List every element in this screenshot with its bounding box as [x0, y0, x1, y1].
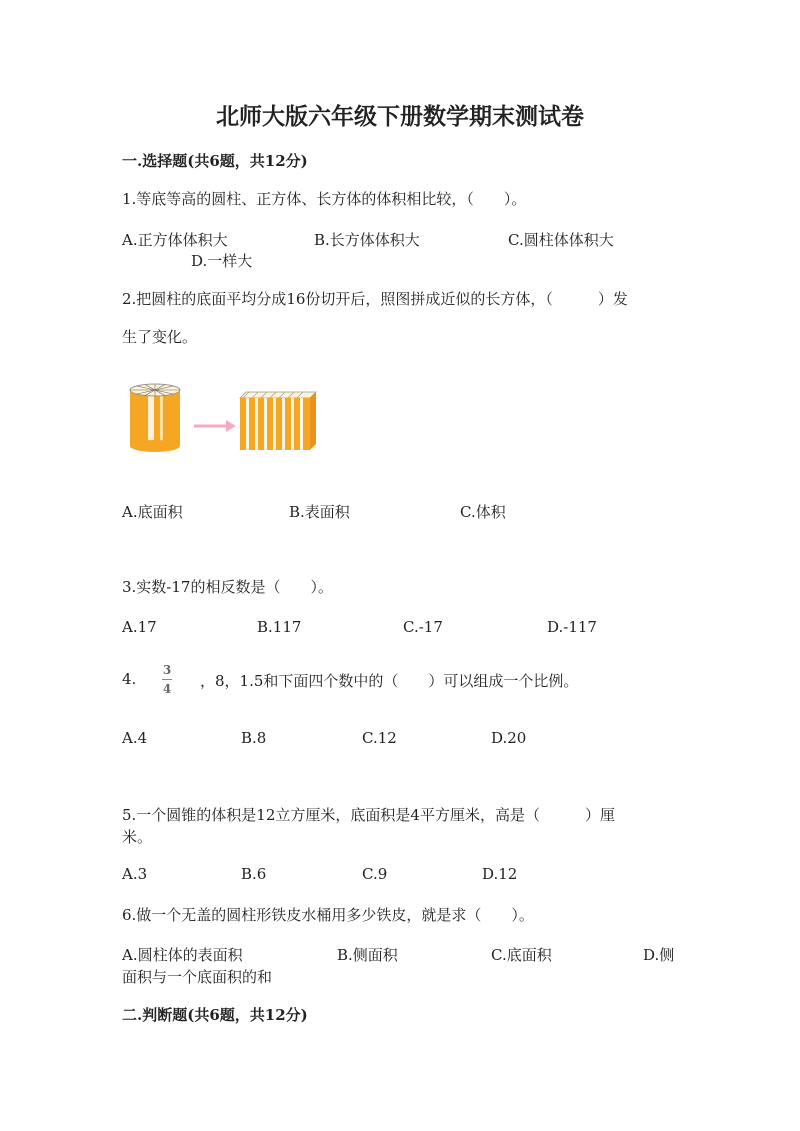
- q3-option-c: C.-17: [403, 618, 443, 636]
- fraction-three-quarters: [160, 663, 174, 696]
- question-5-text-line2: 米。: [122, 828, 153, 846]
- q6-option-a: A.圆柱体的表面积: [122, 946, 243, 964]
- q3-option-d: D.-117: [547, 618, 597, 636]
- fraction-numerator: 3: [162, 663, 172, 677]
- q1-option-b: B.长方体体积大: [314, 231, 420, 249]
- cylinder-image: [130, 384, 180, 452]
- q1-option-a: A.正方体体积大: [122, 231, 228, 249]
- q5-option-c: C.9: [362, 865, 388, 883]
- q4-option-b: B.8: [241, 729, 267, 747]
- fraction-denominator: 4: [162, 682, 172, 696]
- q1-option-d: D.一样大: [191, 252, 253, 270]
- q6-option-b: B.侧面积: [337, 946, 398, 964]
- q5-option-a: A.3: [122, 865, 148, 883]
- q3-option-a: A.17: [122, 618, 157, 636]
- question-4-number: 4.: [122, 670, 137, 688]
- arrow-icon: [194, 420, 236, 432]
- question-5-text-line1: 5.一个圆锥的体积是12立方厘米，底面积是4平方厘米，高是（ ）厘: [122, 806, 615, 824]
- q1-option-c: C.圆柱体体积大: [508, 231, 614, 249]
- q2-option-c: C.体积: [460, 503, 506, 521]
- question-2-text-line2: 生了变化。: [122, 328, 198, 346]
- question-6-text: 6.做一个无盖的圆柱形铁皮水桶用多少铁皮，就是求（ ）。: [122, 906, 534, 924]
- q2-option-a: A.底面积: [122, 503, 183, 521]
- question-3-text: 3.实数-17的相反数是（ ）。: [122, 578, 333, 596]
- q4-option-c: C.12: [362, 729, 397, 747]
- q3-option-b: B.117: [257, 618, 302, 636]
- question-1-text: 1.等底等高的圆柱、正方体、长方体的体积相比较，（ ）。: [122, 190, 527, 208]
- q5-option-d: D.12: [482, 865, 518, 883]
- section-heading-choice: 一.选择题(共6题，共12分): [122, 152, 308, 170]
- section-heading-judgement: 二.判断题(共6题，共12分): [122, 1006, 308, 1024]
- page-title: 北师大版六年级下册数学期末测试卷: [216, 103, 584, 130]
- q6-option-d-continued: 面积与一个底面积的和: [122, 968, 273, 986]
- q4-option-d: D.20: [491, 729, 527, 747]
- q6-option-c: C.底面积: [491, 946, 552, 964]
- cuboid-image: [240, 392, 316, 450]
- q2-option-b: B.表面积: [289, 503, 350, 521]
- cylinder-to-cuboid-figure: [122, 378, 332, 458]
- q5-option-b: B.6: [241, 865, 267, 883]
- question-2-text-line1: 2.把圆柱的底面平均分成16份切开后，照图拼成近似的长方体，（ ）发: [122, 290, 628, 308]
- q6-option-d: D.侧: [643, 946, 675, 964]
- fraction-bar: [162, 679, 172, 680]
- question-4-text: ，8，1.5和下面四个数中的（ ）可以组成一个比例。: [200, 672, 579, 690]
- q4-option-a: A.4: [122, 729, 148, 747]
